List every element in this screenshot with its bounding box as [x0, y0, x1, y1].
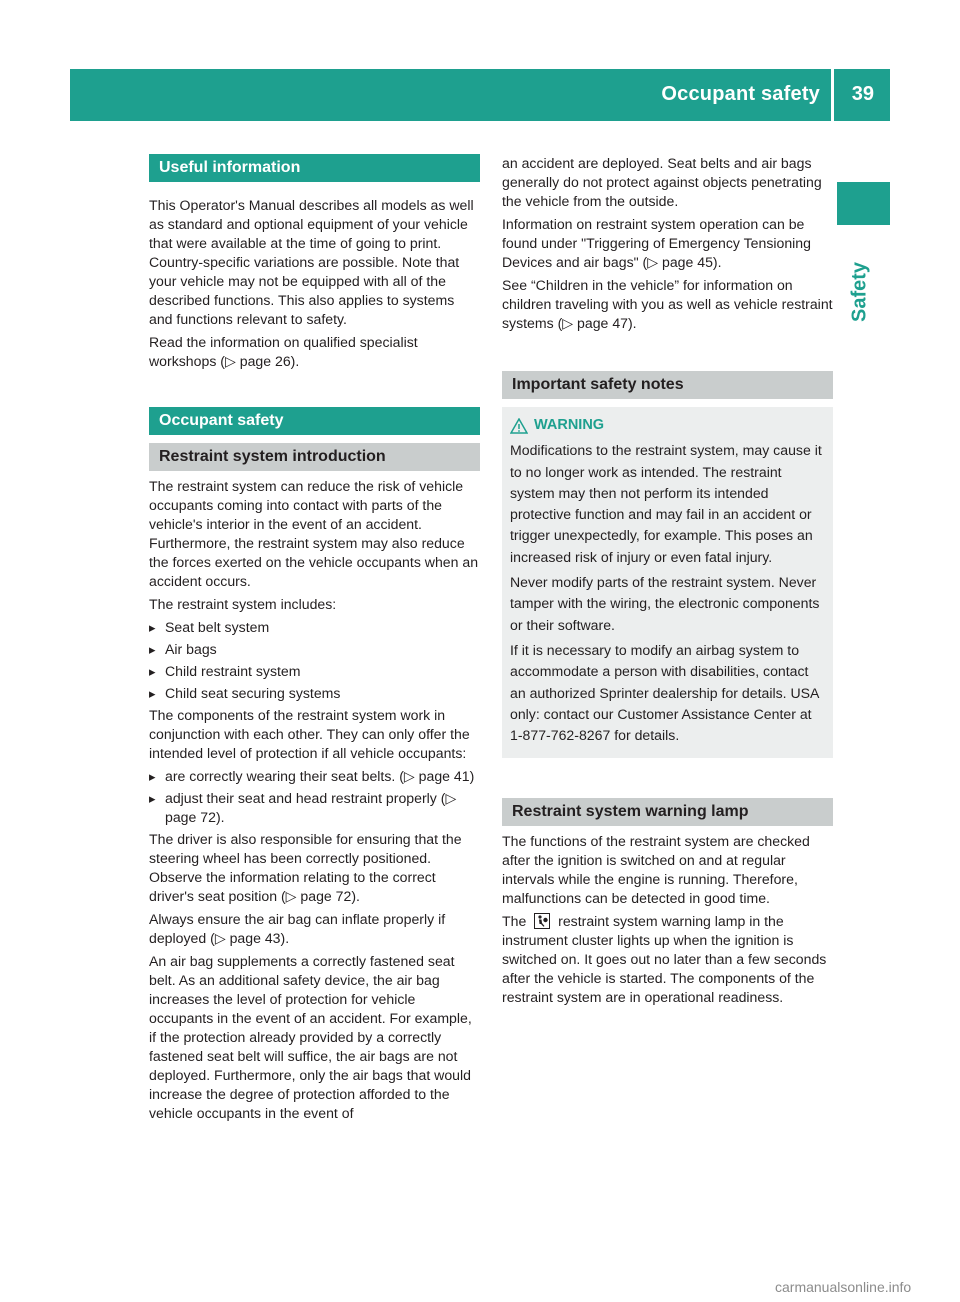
list-item: ▸ Air bags — [149, 640, 480, 659]
warning-triangle-icon — [510, 418, 528, 434]
side-tab — [837, 182, 890, 225]
warning-paragraph-3: If it is necessary to modify an airbag system to accommodate a person with disabilities, contact an authorized Sprinter dealership for details. USA only: contact our Customer Assistance Center at 1-877-762-8267 for details. — [510, 641, 819, 744]
occupant-safety-heading: Occupant safety — [149, 407, 480, 435]
header-divider — [831, 69, 834, 121]
useful-info-heading: Useful information — [149, 154, 480, 182]
conditions-list — [149, 767, 480, 827]
lamp-paragraph-1: The functions of the restraint system are checked after the ignition is switched on and at regular intervals while the engine is running. Therefore, malfunctions can be detected in good time. — [502, 833, 810, 907]
includes-paragraph: The restraint system includes: — [149, 596, 337, 612]
operation-info-paragraph: Information on restraint system operation can be found under "Triggering of Emergency Tensioning Devices and air bags" (▷ page 45). — [502, 216, 811, 270]
lamp-text-post: restraint system warning lamp in the instrument cluster lights up when the ignition is switched on. It goes out no later than a few seconds after the vehicle is started. The components of the restraint system are in operational readiness. — [502, 913, 827, 1006]
airbag-inflate-paragraph: Always ensure the air bag can inflate properly if deployed (▷ page 43). — [149, 911, 446, 946]
watermark: carmanualsonline.info — [775, 1279, 912, 1295]
list-item: ▸ Child seat securing systems — [149, 684, 480, 703]
warning-header — [510, 415, 825, 436]
warning-paragraph-2: Never modify parts of the restraint system. Never tamper with the wiring, the electronic components or their software. — [510, 574, 820, 633]
page-number: 39 — [851, 83, 874, 105]
components-paragraph: The components of the restraint system work in conjunction with each other. They can only offer the intended level of protection if all vehicle occupants: — [149, 707, 470, 761]
left-column — [149, 154, 480, 1127]
driver-paragraph: The driver is also responsible for ensuring that the steering wheel has been correctly positioned. Observe the information relating to the correct driver's seat position (▷ page 72). — [149, 831, 462, 904]
list-item: ▸ adjust their seat and head restraint properly (▷ page 72). — [149, 789, 480, 827]
useful-info-paragraph: This Operator's Manual describes all models as well as standard and optional equipment of your vehicle that were available at the time of going to print. Country-specific variations are possible. Note that your vehicle may not be equipped with all of the described functions. This also applies to systems and functions relevant to safety. — [149, 197, 474, 327]
important-safety-heading: Important safety notes — [502, 371, 833, 399]
list-item: ▸ Seat belt system — [149, 618, 480, 637]
restraint-intro-heading: Restraint system introduction — [149, 443, 480, 471]
warning-lamp-heading: Restraint system warning lamp — [502, 798, 833, 826]
lamp-text-pre: The — [502, 913, 527, 930]
workshops-paragraph: Read the information on qualified specialist workshops (▷ page 26). — [149, 334, 418, 369]
right-column — [502, 154, 833, 1011]
warning-paragraph-1: Modifications to the restraint system, may cause it to no longer work as intended. The restraint system may then not perform its intended protective function and may fail in an accident or trigger unexpectedly, for example. This poses an increased risk of injury or even fatal injury. — [510, 442, 822, 565]
continued-paragraph: an accident are deployed. Seat belts and air bags generally do not protect against objects penetrating the vehicle from the outside. — [502, 155, 822, 209]
restraint-warning-lamp-icon — [534, 913, 550, 929]
airbag-supplement-paragraph: An air bag supplements a correctly fastened seat belt. As an additional safety device, the air bag increases the level of protection for vehicle occupants in the event of an accident. For example, if the protection already provided by a correctly fastened seat belt will suffice, the air bags are not deployed. Furthermore, only the air bags that would increase the degree of protection afforded to the vehicle occupants in the event of — [149, 953, 472, 1121]
warning-label: WARNING — [534, 417, 605, 433]
lamp-paragraph-2 — [502, 912, 833, 1007]
restraint-intro-paragraph: The restraint system can reduce the risk of vehicle occupants coming into contact with parts of the vehicle's interior in the event of an accident. Furthermore, the restraint system may also reduce the forces exerted on the vehicle occupants when an accident occurs. — [149, 478, 479, 589]
header-title: Occupant safety — [661, 83, 820, 105]
header-bar — [70, 69, 890, 121]
list-item: ▸ Child restraint system — [149, 662, 480, 681]
warning-box — [502, 407, 833, 758]
restraint-components-list — [149, 618, 480, 703]
children-paragraph: See “Children in the vehicle” for information on children traveling with you as well as vehicle restraint systems (▷ page 47). — [502, 277, 833, 331]
list-item: ▸ are correctly wearing their seat belts. (▷ page 41) — [149, 767, 480, 786]
side-section-label: Safety — [848, 261, 871, 323]
